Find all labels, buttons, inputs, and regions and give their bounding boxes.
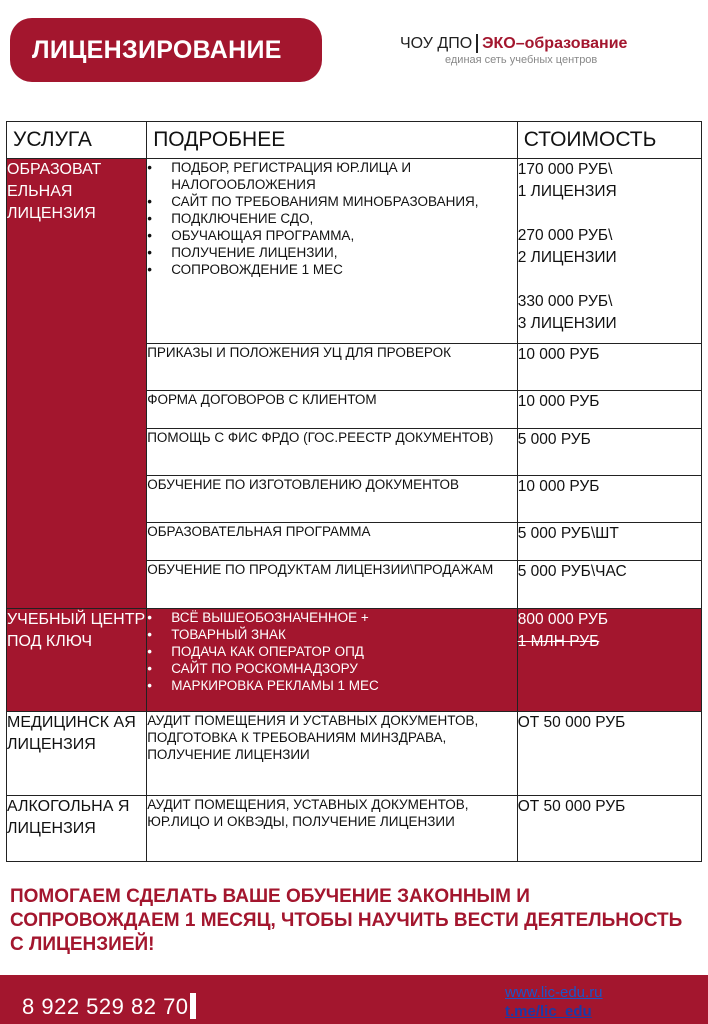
logo-accent-text: ЭКО–образование [482,34,628,52]
text-cursor [190,993,196,1019]
detail-cell: ПОМОЩЬ С ФИС ФРДО (ГОС.РЕЕСТР ДОКУМЕНТОВ) [147,429,518,476]
logo-subtitle: единая сеть учебных центров [445,54,598,66]
footer-bar [0,975,708,1024]
detail-cell [147,159,518,344]
service-alcohol-license: АЛКОГОЛЬНА Я ЛИЦЕНЗИЯ [7,796,147,862]
service-turnkey-center: УЧЕБНЫЙ ЦЕНТР ПОД КЛЮЧ [7,609,147,712]
price-line: 270 000 РУБ\ [517,227,613,244]
list-item: • ПОЛУЧЕНИЕ ЛИЦЕНЗИИ, [147,244,517,261]
price-cell: ОТ 50 000 РУБ [517,712,701,796]
price-line: 170 000 РУБ\ [517,161,613,178]
list-item: • ТОВАРНЫЙ ЗНАК [147,626,517,643]
bullet-list [147,159,517,278]
detail-cell: ОБРАЗОВАТЕЛЬНАЯ ПРОГРАММА [147,523,518,561]
price-cell: 5 000 РУБ\ЧАС [517,561,701,609]
bullet-list [147,609,517,694]
services-table [6,121,702,862]
slogan-text: ПОМОГАЕМ СДЕЛАТЬ ВАШЕ ОБУЧЕНИЕ ЗАКОННЫМ И СОПРОВОЖДАЕМ 1 МЕСЯЦ, ЧТОБЫ НАУЧИТЬ ВЕСТИ ДЕЯТЕЛЬНОСТЬ С ЛИЦЕНЗИЕЙ! [10,886,683,955]
header-price: СТОИМОСТЬ [517,122,701,159]
detail-cell: ФОРМА ДОГОВОРОВ С КЛИЕНТОМ [147,391,518,429]
table-header-row [7,122,702,159]
table-row [7,159,702,344]
price-cell [517,159,701,344]
price-cell [517,609,701,712]
website-link[interactable]: www.lic-edu.ru [505,984,603,1001]
header-service: УСЛУГА [7,122,147,159]
page-title: ЛИЦЕНЗИРОВАНИЕ [32,35,282,64]
list-item: • САЙТ ПО РОСКОМНАДЗОРУ [147,660,517,677]
detail-cell [147,609,518,712]
list-item: • ПОДКЛЮЧЕНИЕ СДО, [147,210,517,227]
price-cell: 10 000 РУБ [517,344,701,391]
phone-number: 8 922 529 82 70 [22,993,196,1020]
detail-cell: АУДИТ ПОМЕЩЕНИЯ, УСТАВНЫХ ДОКУМЕНТОВ, ЮР.ЛИЦО И ОКВЭДЫ, ПОЛУЧЕНИЕ ЛИЦЕНЗИИ [147,796,518,862]
footer-links [505,983,603,1021]
detail-cell: ОБУЧЕНИЕ ПО ПРОДУКТАМ ЛИЦЕНЗИИ\ПРОДАЖАМ [147,561,518,609]
list-item: • ОБУЧАЮЩАЯ ПРОГРАММА, [147,227,517,244]
price-line: 3 ЛИЦЕНЗИИ [517,315,617,332]
detail-cell: АУДИТ ПОМЕЩЕНИЯ И УСТАВНЫХ ДОКУМЕНТОВ, ПОДГОТОВКА К ТРЕБОВАНИЯМ МИНЗДРАВА, ПОЛУЧЕНИЕ ЛИЦЕНЗИИ [147,712,518,796]
list-item: • ПОДАЧА КАК ОПЕРАТОР ОПД [147,643,517,660]
table-row [7,712,702,796]
price-line: 1 ЛИЦЕНЗИЯ [517,183,617,200]
table-row [7,796,702,862]
list-item: • ВСЁ ВЫШЕОБОЗНАЧЕННОЕ + [147,609,517,626]
logo-left-text: ЧОУ ДПО [400,34,473,52]
price-line: 800 000 РУБ [517,611,609,628]
old-price: 1 МЛН РУБ [517,633,600,650]
table-row [7,609,702,712]
price-cell: 5 000 РУБ\ШТ [517,523,701,561]
list-item: • САЙТ ПО ТРЕБОВАНИЯМ МИНОБРАЗОВАНИЯ, [147,193,517,210]
detail-cell: ПРИКАЗЫ И ПОЛОЖЕНИЯ УЦ ДЛЯ ПРОВЕРОК [147,344,518,391]
service-educational-license: ОБРАЗОВАТ ЕЛЬНАЯ ЛИЦЕНЗИЯ [7,159,147,609]
telegram-link[interactable]: t.me/lic_edu [505,1003,592,1020]
list-item: • ПОДБОР, РЕГИСТРАЦИЯ ЮР.ЛИЦА И НАЛОГООБЛОЖЕНИЯ [147,159,517,193]
service-medical-license: МЕДИЦИНСК АЯ ЛИЦЕНЗИЯ [7,712,147,796]
logo-separator [476,34,478,53]
detail-cell: ОБУЧЕНИЕ ПО ИЗГОТОВЛЕНИЮ ДОКУМЕНТОВ [147,476,518,523]
list-item: • СОПРОВОЖДЕНИЕ 1 МЕС [147,261,517,278]
price-cell: 10 000 РУБ [517,391,701,429]
price-line: 330 000 РУБ\ [517,293,613,310]
page-title-badge [10,18,322,82]
header-details: ПОДРОБНЕЕ [147,122,518,159]
price-cell: ОТ 50 000 РУБ [517,796,701,862]
price-cell: 5 000 РУБ [517,429,701,476]
price-cell: 10 000 РУБ [517,476,701,523]
list-item: • МАРКИРОВКА РЕКЛАМЫ 1 МЕС [147,677,517,694]
company-logo [400,34,700,66]
price-line: 2 ЛИЦЕНЗИИ [517,249,617,266]
